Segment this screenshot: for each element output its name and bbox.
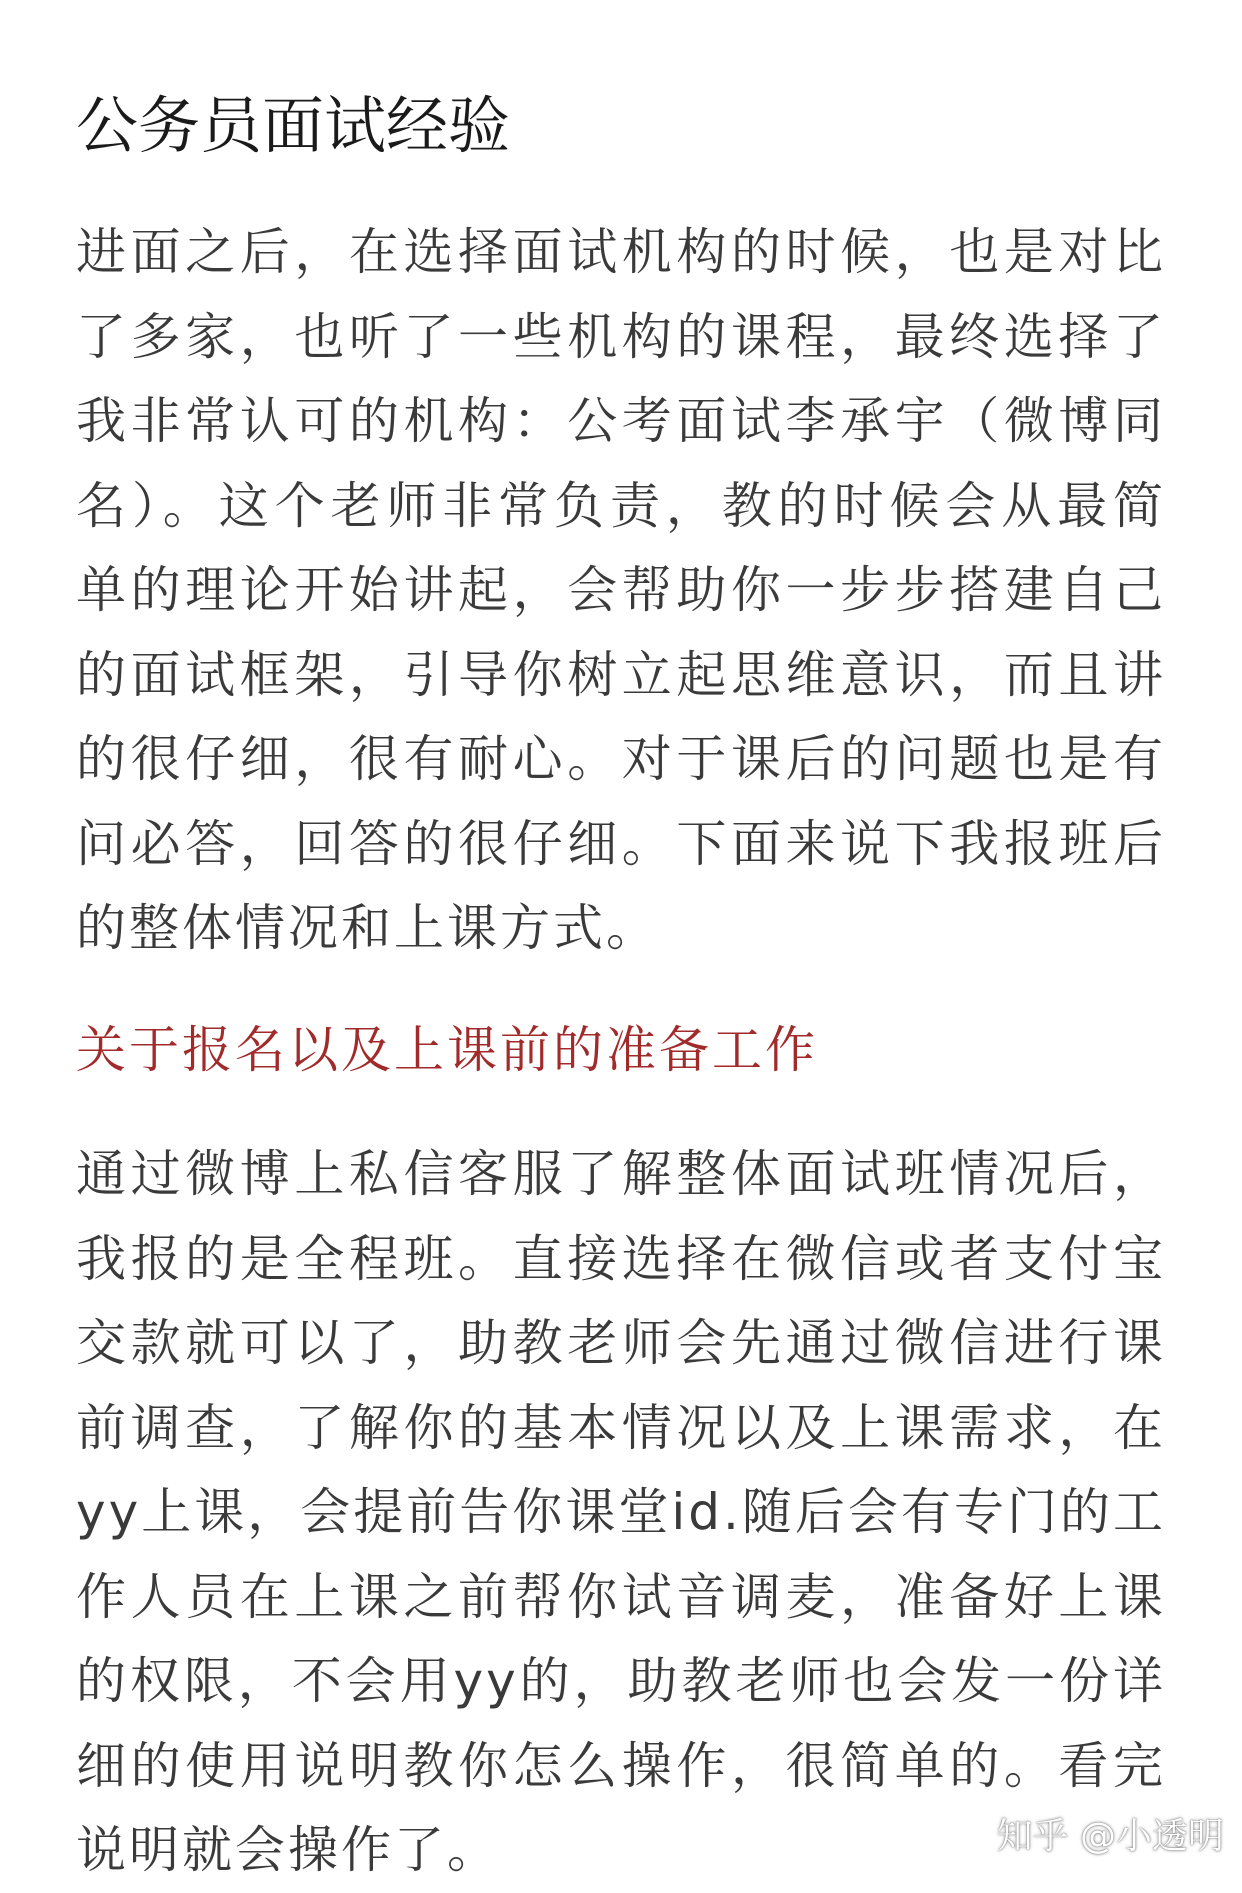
paragraph-line: 单的理论开始讲起，会帮助你一步步搭建自己 xyxy=(76,561,1166,619)
paragraph-line: 的面试框架，引导你树立起思维意识，而且讲 xyxy=(76,645,1166,704)
paragraph-line: 的整体情况和上课方式。 xyxy=(76,899,659,957)
article-title: 公务员面试经验 xyxy=(76,89,511,162)
paragraph-line: 作人员在上课之前帮你试音调麦，准备好上课 xyxy=(76,1567,1166,1626)
paragraph-line: 我报的是全程班。直接选择在微信或者支付宝 xyxy=(76,1229,1166,1288)
section-heading: 关于报名以及上课前的准备工作 xyxy=(76,1021,818,1079)
paragraph-line: 通过微博上私信客服了解整体面试班情况后， xyxy=(76,1145,1166,1203)
paragraph-line: 问必答，回答的很仔细。下面来说下我报班后 xyxy=(76,814,1166,873)
paragraph-line: 细的使用说明教你怎么操作，很简单的。看完 xyxy=(76,1736,1166,1795)
paragraph-line: 前调查，了解你的基本情况以及上课需求，在 xyxy=(76,1398,1166,1457)
paragraph-line: 了多家，也听了一些机构的课程，最终选择了 xyxy=(76,307,1166,366)
paragraph-line: 名）。这个老师非常负责，教的时候会从最简 xyxy=(76,476,1166,535)
paragraph-line: 进面之后，在选择面试机构的时候，也是对比 xyxy=(76,223,1166,281)
paragraph-line: 交款就可以了，助教老师会先通过微信进行课 xyxy=(76,1314,1166,1372)
paragraph-line: 的权限，不会用yy的，助教老师也会发一份详 xyxy=(76,1652,1166,1710)
paragraph-line: 的很仔细，很有耐心。对于课后的问题也是有 xyxy=(76,730,1166,788)
zhihu-watermark: 知乎 @小透明 xyxy=(996,1816,1224,1857)
paragraph-intro xyxy=(76,210,1166,971)
paragraph-registration xyxy=(76,1132,1166,1893)
paragraph-line: 我非常认可的机构：公考面试李承宇（微博同 xyxy=(76,392,1166,450)
paragraph-line: yy上课，会提前告你课堂id.随后会有专门的工 xyxy=(76,1483,1166,1541)
paragraph-line: 说明就会操作了。 xyxy=(76,1821,500,1879)
